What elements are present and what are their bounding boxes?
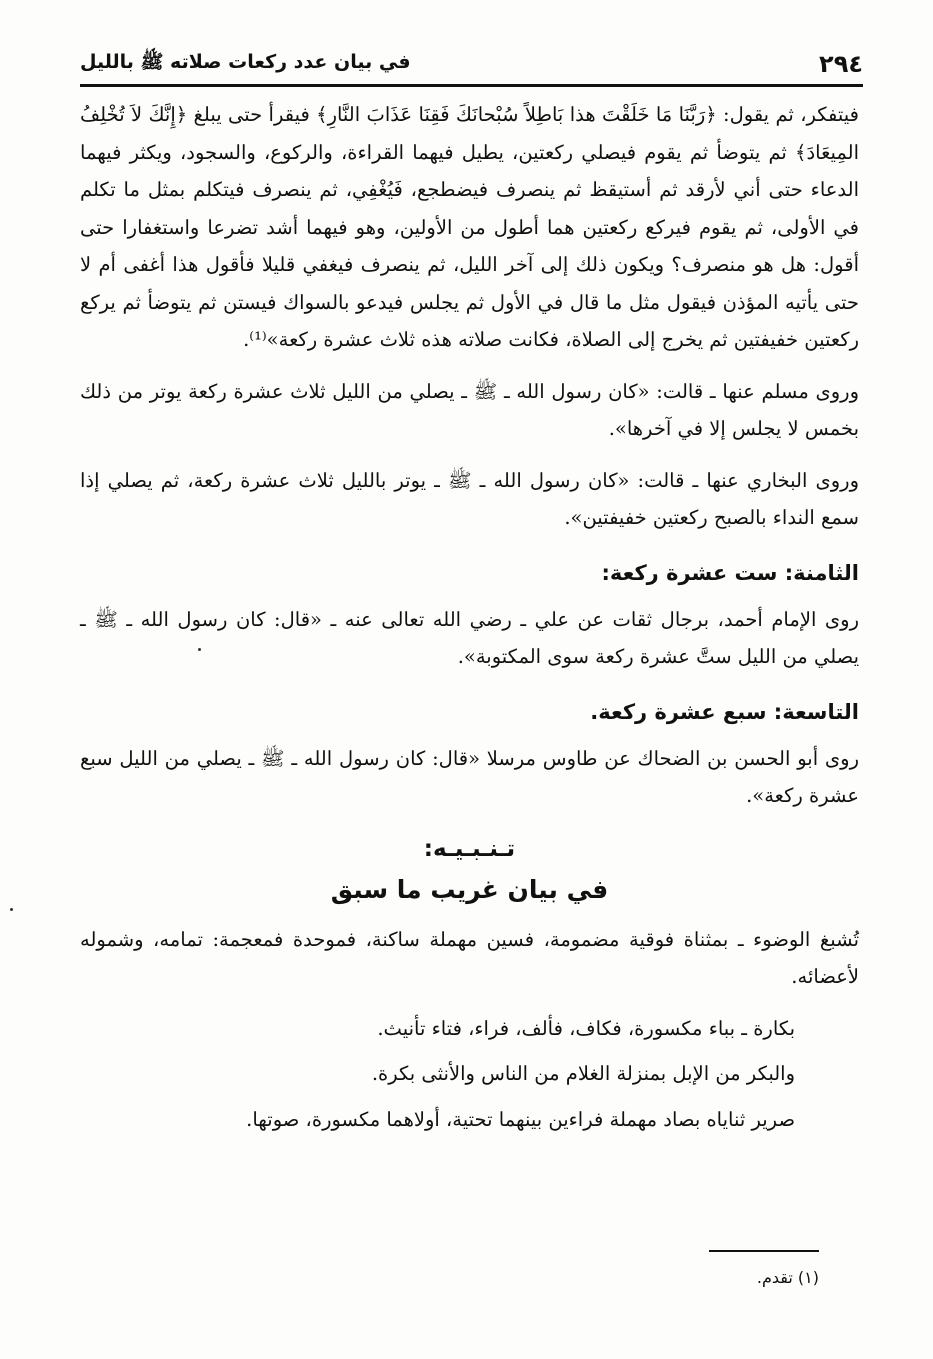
footnote: (١) تقدم.: [756, 1268, 819, 1287]
page-header: [80, 38, 863, 87]
paragraph-dahhak-narration: روى أبو الحسن بن الضحاك عن طاوس مرسلا «قال: كان رسول الله ـ ﷺ ـ يصلي من الليل سبع عشرة ركعة».: [80, 746, 859, 807]
glossary-entry-sarir: صرير ثناياه بصاد مهملة فراءين بينهما تحتية، أولاهما مكسورة، صوتها.: [246, 1107, 795, 1131]
scan-speck: [198, 648, 201, 651]
section-heading-eighth: الثامنة: ست عشرة ركعة:: [601, 560, 859, 585]
page-number: ٢٩٤: [819, 50, 863, 78]
glossary-entry-bakr: والبكر من الإبل بمنزلة الغلام من الناس والأنثى بكرة.: [371, 1062, 795, 1085]
glossary-entry-bakara: بكارة ـ بباء مكسورة، فكاف، فألف، فراء، فتاء تأنيث.: [377, 1016, 795, 1040]
note-heading: تـنـبـيـه:: [423, 835, 516, 862]
running-title: في بيان عدد ركعات صلاته ﷺ بالليل: [80, 51, 411, 73]
glossary-entry-tusbigh: تُشبغ الوضوء ـ بمثناة فوقية مضمومة، فسين مهملة ساكنة، فموحدة فمعجمة: تمامه، وشموله لأعضائه.: [80, 927, 859, 988]
page-body: [80, 96, 859, 1146]
section-heading-ninth: التاسعة: سبع عشرة ركعة.: [590, 699, 859, 724]
paragraph-muslim-narration: وروى مسلم عنها ـ قالت: «كان رسول الله ـ ﷺ ـ يصلي من الليل ثلاث عشرة ركعة يوتر من ذلك بخمس لا يجلس إلا في آخرها».: [80, 379, 859, 440]
scan-speck: [10, 908, 13, 911]
note-subheading: في بيان غريب ما سبق: [330, 874, 609, 904]
paragraph-ahmad-narration: روى الإمام أحمد، برجال ثقات عن علي ـ رضي الله تعالى عنه ـ «قال: كان رسول الله ـ ﷺ ـ يصلي من الليل ستَّ عشرة ركعة سوى المكتوبة».: [80, 607, 859, 668]
footnote-separator: [709, 1250, 819, 1252]
paragraph-bukhari-narration: وروى البخاري عنها ـ قالت: «كان رسول الله ـ ﷺ ـ يوتر بالليل ثلاث عشرة ركعة، ثم يصلي إذا سمع النداء بالصبح ركعتين خفيفتين».: [80, 468, 859, 529]
paragraph-hadith-continuation: فيتفكر، ثم يقول: ﴿رَبَّنَا مَا خَلَقْتَ هذا بَاطِلاً سُبْحانَكَ فَقِنَا عَذَابَ النَّارِ﴾ فيقرأ حتى يبلغ ﴿إِنَّكَ لاَ تُخْلِفُ المِيعَادَ﴾ ثم يتوضأ ثم يقوم فيصلي ركعتين، يطيل فيهما القراءة، والركوع، والسجود، ويكثر فيهما الدعاء حتى أني لأرقد ثم أستيقظ ثم ينصرف فيضطجع، فَيُغْفِي، ثم ينصرف فيتكلم بمثل ما تكلم في الأولى، ثم يقوم فيركع ركعتين هما أطول من الأولين، وهو فيهما أشد تضرعا واستغفارا حتى أقول: هل هو منصرف؟ ويكون ذلك إلى آخر الليل، ثم ينصرف فيغفي قليلا فأقول هذا أغفى أم لا حتى يأتيه المؤذن فيقول مثل ما قال في الأول ثم يجلس فيدعو بالسواك فيستن ثم يتوضأ ثم يركع ركعتين خفيفتين ثم يخرج إلى الصلاة، فكانت صلاته هذه ثلاث عشرة ركعة»⁽¹⁾.: [80, 103, 859, 351]
